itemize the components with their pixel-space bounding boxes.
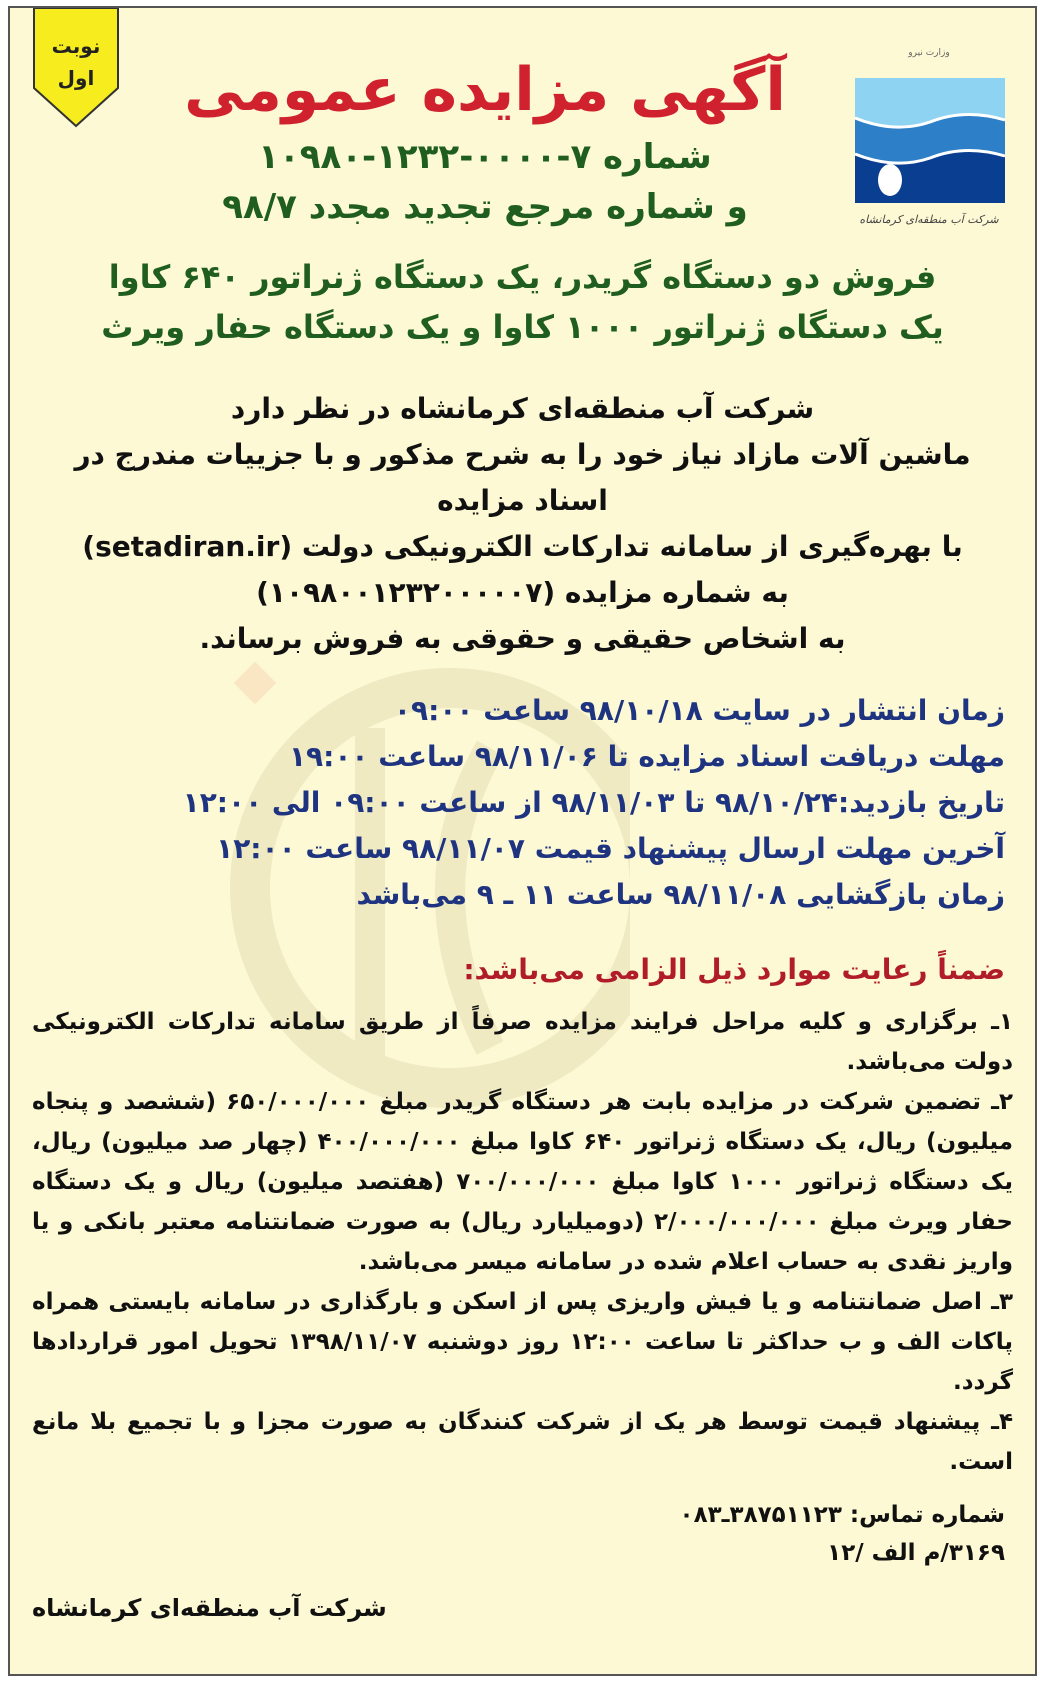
requirement-item: ۱ـ برگزاری و کلیه مراحل فرایند مزایده صرفاً از طریق سامانه تدارکات الکترونیکی دولت می‌باشد.	[32, 1009, 1013, 1075]
logo-top-text: وزارت نیرو	[908, 48, 950, 58]
contact-info	[10, 1482, 1035, 1572]
requirement-item: ۴ـ پیشنهاد قیمت توسط هر یک از شرکت کنندگان به صورت مجزا و با تجمیع بلا مانع است.	[32, 1409, 1013, 1475]
badge-line2: اول	[57, 66, 95, 90]
notice-header	[10, 8, 1035, 232]
page-title: آگهی مزایده عمومی	[184, 55, 786, 125]
schedule-item: زمان بازگشایی ۹۸/۱۱/۰۸ ساعت ۱۱ ـ ۹ می‌باشد	[356, 878, 1005, 911]
requirements-list	[10, 992, 1035, 1482]
requirement-item: ۳ـ اصل ضمانتنامه و یا فیش واریزی پس از اسکن و بارگذاری در سامانه بایستی همراه پاکات الف و ب حداکثر تا ساعت ۱۲:۰۰ روز دوشنبه ۱۳۹۸/۱۱/۰۷ تحویل امور قراردادها گردد.	[32, 1289, 1014, 1395]
auction-notice	[8, 6, 1037, 1676]
reference-number: و شماره مرجع تجدید مجدد ۹۸/۷	[222, 187, 748, 227]
auction-number: شماره ۷-۰۰۰۰-۱۲۳۲-۱۰۹۸۰	[258, 137, 712, 177]
schedule-item: مهلت دریافت اسناد مزایده تا ۹۸/۱۱/۰۶ ساعت ۱۹:۰۰	[288, 740, 1005, 773]
subtitle-line: فروش دو دستگاه گریدر، یک دستگاه ژنراتور ۶۴۰ کاوا	[108, 258, 937, 296]
badge-line1: نوبت	[51, 34, 101, 58]
intro-paragraph	[10, 352, 1035, 662]
body-line: به شماره مزایده (۱۰۹۸۰۰۱۲۳۲۰۰۰۰۰۷)	[256, 576, 789, 609]
schedule-item: آخرین مهلت ارسال پیشنهاد قیمت ۹۸/۱۱/۰۷ ساعت ۱۲:۰۰	[216, 832, 1005, 865]
body-line: به اشخاص حقیقی و حقوقی به فروش برساند.	[199, 622, 846, 655]
contact-phone: شماره تماس: ۳۸۷۵۱۱۲۳ـ۰۸۳	[679, 1502, 1005, 1528]
body-line: شرکت آب منطقه‌ای کرمانشاه در نظر دارد	[230, 392, 815, 425]
requirement-item: ۲ـ تضمین شرکت در مزایده بابت هر دستگاه گریدر مبلغ ۶۵۰/۰۰۰/۰۰۰ (ششصد و پنجاه میلیون) ریال، یک دستگاه ژنراتور ۶۴۰ کاوا مبلغ ۴۰۰/۰۰۰/۰۰۰ (چهار صد میلیون) ریال، یک دستگاه ژنراتور ۱۰۰۰ کاوا مبلغ ۷۰۰/۰۰۰/۰۰۰ (هفتصد میلیون) ریال و یک دستگاه حفار ویرث مبلغ ۲/۰۰۰/۰۰۰/۰۰۰ (دومیلیارد ریال) به صورت ضمانتنامه معتبر بانکی و یا واریز نقدی به حساب اعلام شده در سامانه میسر می‌باشد.	[32, 1089, 1013, 1275]
notice-content	[10, 8, 1035, 1626]
requirements-heading: ضمناً رعایت موارد ذیل الزامی می‌باشد:	[463, 953, 1005, 986]
subtitle-line: یک دستگاه ژنراتور ۱۰۰۰ کاوا و یک دستگاه حفار ویرث	[101, 308, 944, 346]
body-line: ماشین آلات مازاد نیاز خود را به شرح مذکور و با جزییات مندرج در اسناد مزایده	[74, 438, 971, 517]
signature: شرکت آب منطقه‌ای کرمانشاه	[32, 1594, 387, 1622]
logo-caption: شرکت آب منطقه‌ای کرمانشاه	[859, 213, 999, 226]
notice-code: ۳۱۶۹/م الف /۱۲	[827, 1540, 1005, 1566]
schedule-item: تاریخ بازدید:۹۸/۱۰/۲۴ تا ۹۸/۱۱/۰۳ از ساعت ۰۹:۰۰ الی ۱۲:۰۰	[182, 786, 1005, 819]
schedule-item: زمان انتشار در سایت ۹۸/۱۰/۱۸ ساعت ۰۹:۰۰	[393, 694, 1005, 727]
body-line: با بهره‌گیری از سامانه تدارکات الکترونیکی دولت (setadiran.ir)	[82, 530, 963, 563]
schedule-list	[10, 662, 1035, 918]
subtitle	[10, 232, 1035, 352]
